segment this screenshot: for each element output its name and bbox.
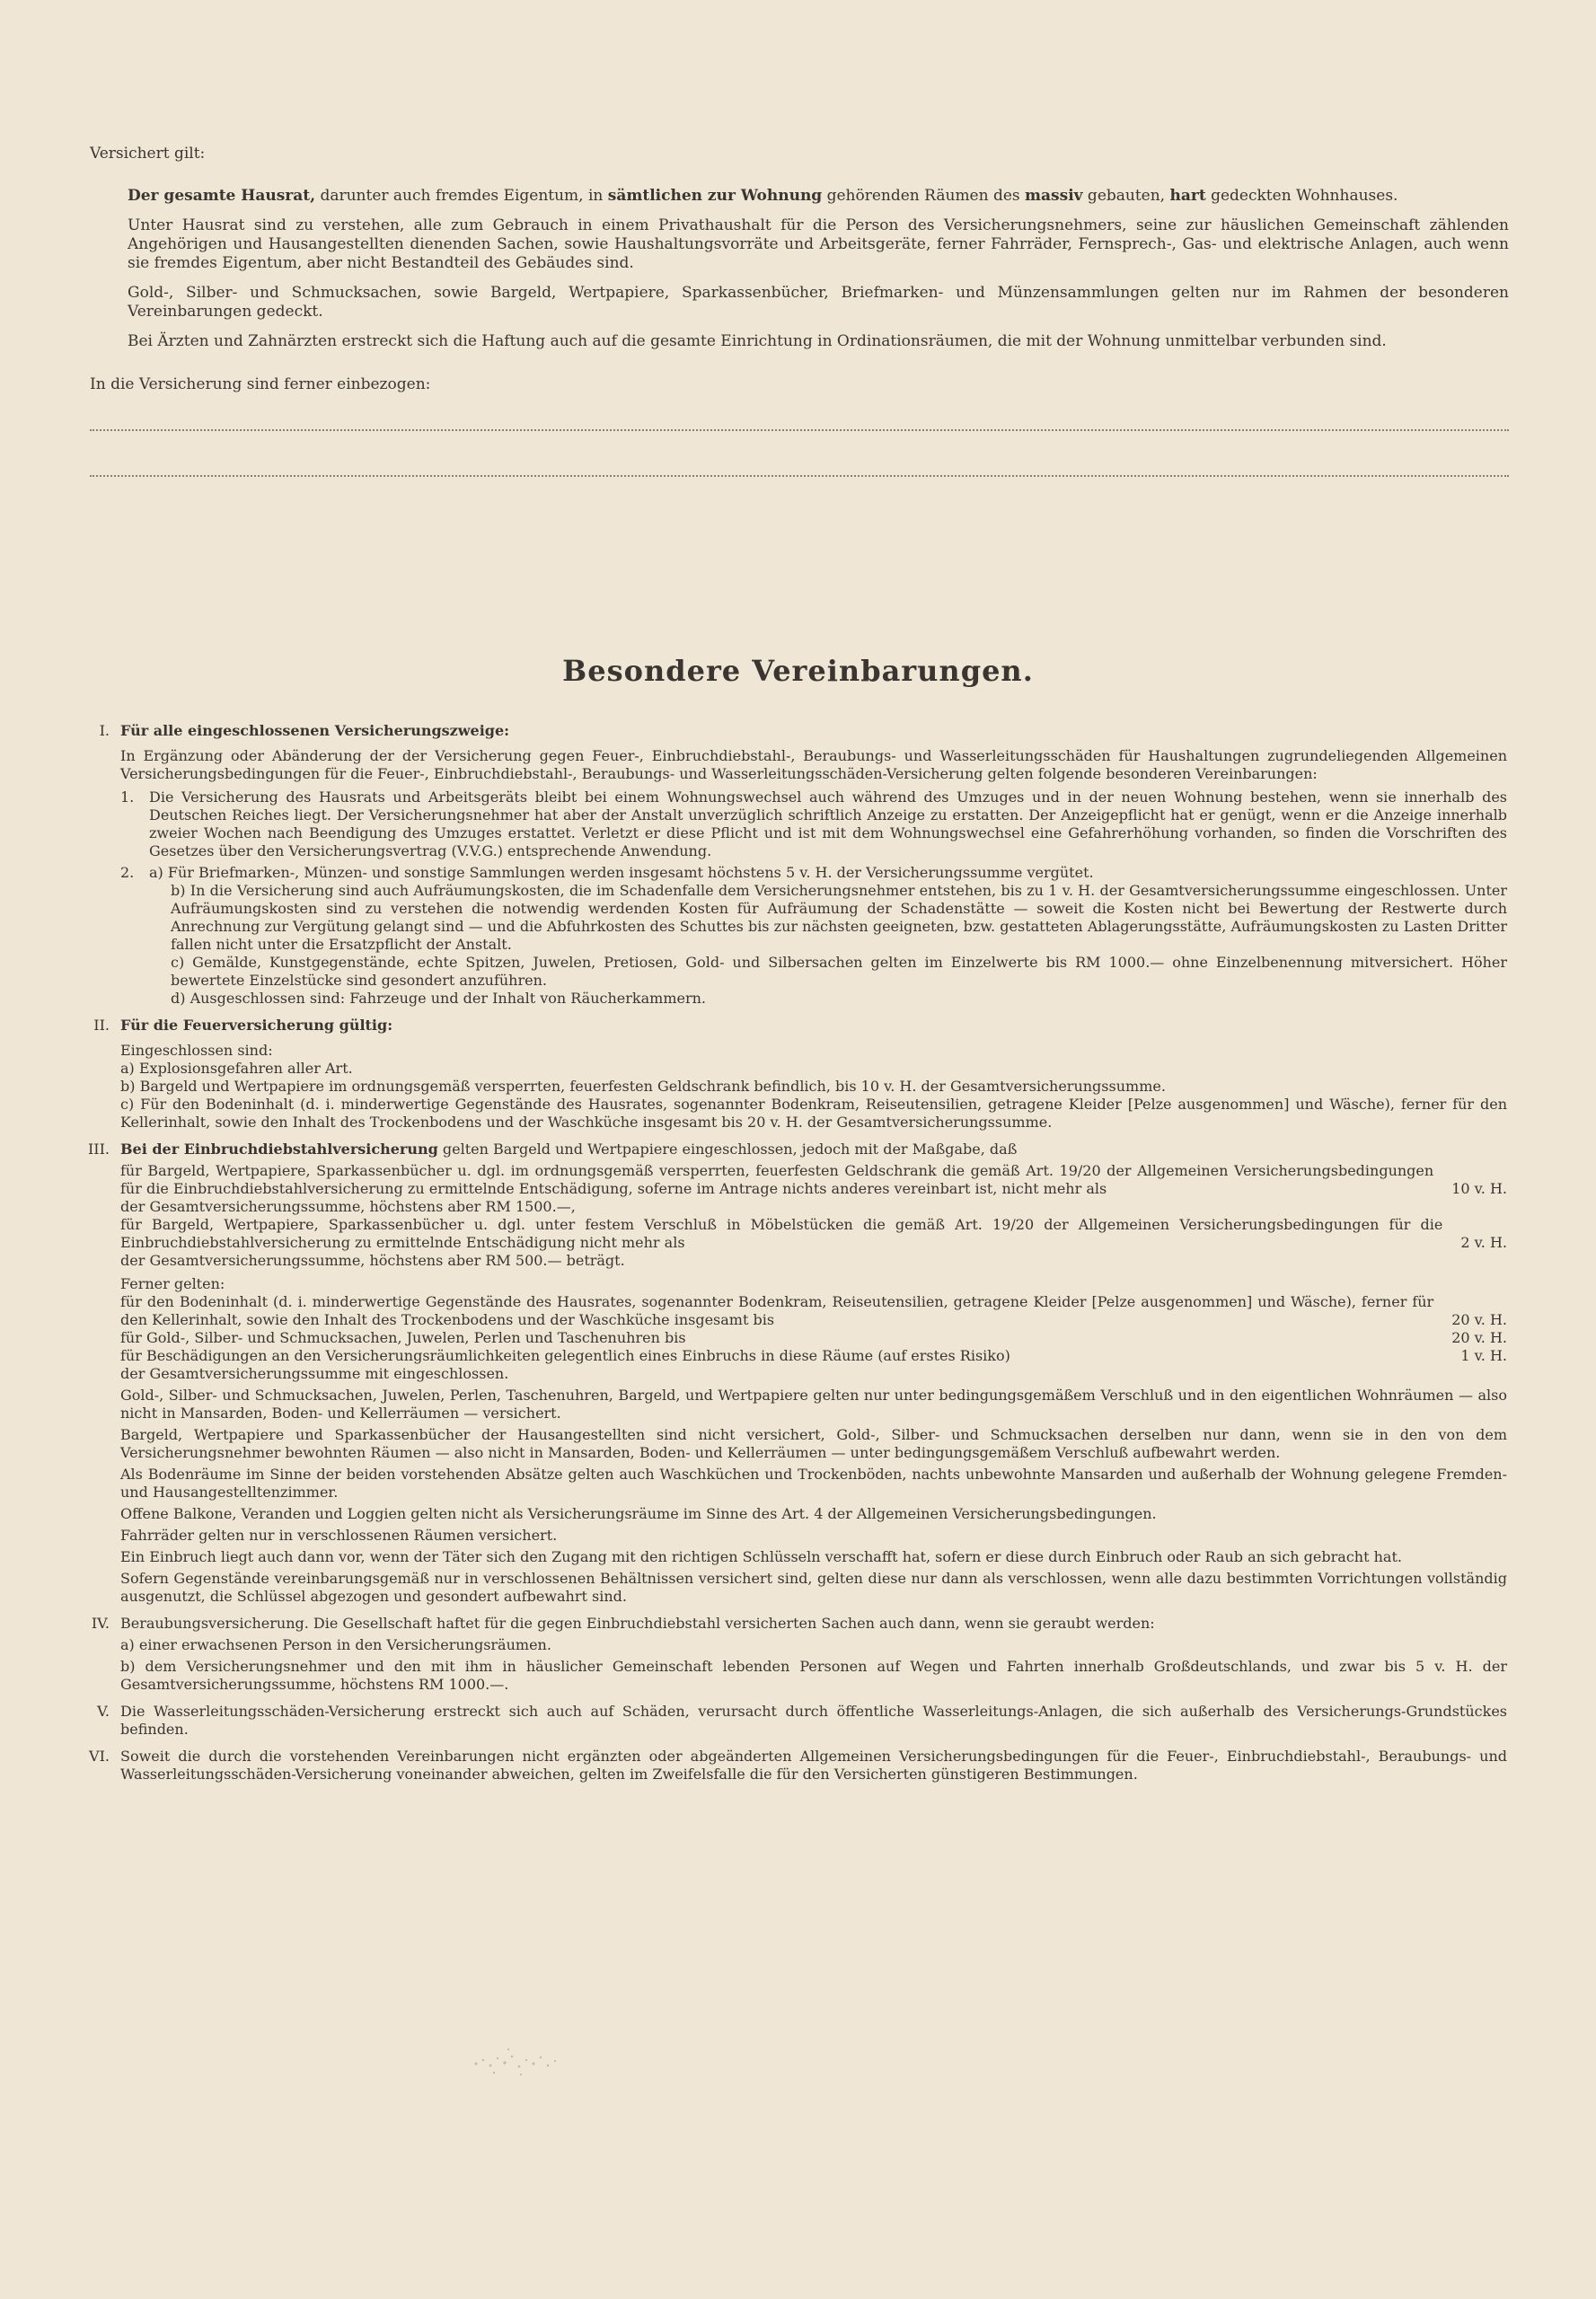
- included-label: In die Versicherung sind ferner einbezogen:: [90, 375, 431, 393]
- item-text: b) dem Versicherungsnehmer und den mit ihm in häuslicher Gemeinschaft lebenden Personen auf Wegen und Fahrten innerhalb Großdeutschlands, und zwar bis 5 v. H. der Gesamtversicherungssumme, höchstens RM 1000.—.: [120, 1658, 1507, 1693]
- item-text: a) Explosionsgefahren aller Art.: [120, 1060, 353, 1077]
- note-paragraph: Sofern Gegenstände vereinbarungsgemäß nur in verschlossenen Behältnissen versichert sind, gelten diese nur dann als verschlossen, wenn alle dazu bestimmten Vorrichtungen vollständig ausgenutzt, die Schlüssel abgezogen und gesondert aufbewahrt sind.: [120, 1570, 1507, 1605]
- section-title: Für alle eingeschlossenen Versicherungszweige:: [120, 722, 510, 739]
- valuables-paragraph: Gold-, Silber- und Schmucksachen, sowie Bargeld, Wertpapiere, Sparkassenbücher, Briefmarken- und Münzensammlungen gelten nur im Rahmen der besonderen Vereinbarungen gedeckt.: [128, 284, 1509, 321]
- section-number: VI.: [89, 1748, 110, 1765]
- item-text: a) Für Briefmarken-, Münzen- und sonstige Sammlungen werden insgesamt höchstens 5 v. H. der Versicherungssumme vergütet.: [149, 864, 1094, 881]
- bold-phrase: massiv: [1025, 187, 1083, 205]
- limit-value: 20 v. H.: [1451, 1311, 1507, 1328]
- section-3: [74, 1141, 1507, 1606]
- text-run: darunter auch fremdes Eigentum, in: [315, 187, 608, 205]
- note-paragraph: Als Bodenräume im Sinne der beiden vorstehenden Absätze gelten auch Waschküchen und Trockenböden, nachts unbewohnte Mansarden und außerhalb der Wohnung gelegene Fremden- und Hausangestelltenzimmer.: [120, 1466, 1507, 1501]
- limit-text: für Beschädigungen an den Versicherungsräumlichkeiten gelegentlich eines Einbruchs in diese Räume (auf erstes Risiko): [120, 1347, 1010, 1364]
- limit-note: der Gesamtversicherungssumme, höchstens aber RM 1500.—,: [120, 1198, 576, 1215]
- limit-value: 20 v. H.: [1451, 1329, 1507, 1346]
- limit-text: für den Bodeninhalt (d. i. minderwertige Gegenstände des Hausrates, sogenannter Bodenkram, Reiseutensilien, getragene Kleider [Pelze ausgenommen] und Wäsche), ferner für den Kellerinhalt, sowie den Inhalt des Trockenbodens und der Waschküche insgesamt bis: [120, 1293, 1434, 1328]
- limit-text: für Bargeld, Wertpapiere, Sparkassenbücher u. dgl. im ordnungsgemäß versperrten, feuerfesten Geldschrank die gemäß Art. 19/20 der Allgemeinen Versicherungsbedingungen für die Einbruchdiebstahlversicherung zu ermittelnde Entschädigung, soferne im Antrage nichts anderes vereinbart ist, nicht mehr als: [120, 1162, 1434, 1197]
- section-title: Bei der Einbruchdiebstahlversicherung: [120, 1141, 438, 1158]
- item-text: d) Ausgeschlossen sind: Fahrzeuge und der Inhalt von Räucherkammern.: [171, 990, 706, 1007]
- section-title-line: [120, 1141, 1507, 1158]
- limit-value: 2 v. H.: [1460, 1234, 1507, 1251]
- item-label: 2.: [120, 864, 135, 881]
- item-text: c) Gemälde, Kunstgegenstände, echte Spitzen, Juwelen, Pretiosen, Gold- und Silbersachen gelten im Einzelwerte bis RM 1000.— ohne Einzelbenennung mitversichert. Höher bewertete Einzelstücke sind gesondert anzuführen.: [171, 954, 1507, 989]
- section-text: Die Wasserleitungsschäden-Versicherung erstreckt sich auch auf Schäden, verursacht durch öffentliche Wasserleitungs-Anlagen, die sich außerhalb des Versicherungs-Grundstückes befinden.: [120, 1703, 1507, 1738]
- section-lead: Eingeschlossen sind:: [120, 1042, 273, 1059]
- section-intro: In Ergänzung oder Abänderung der der Versicherung gegen Feuer-, Einbruchdiebstahl-, Beraubungs- und Wasserleitungsschäden für Haushaltungen zugrundeliegenden Allgemeinen Versicherungsbedingungen für die Feuer-, Einbruchdiebstahl-, Beraubungs- und Wasserleitungsschäden-Versicherung gelten folgende besonderen Vereinbarungen:: [120, 747, 1507, 782]
- text-run: gedeckten Wohnhauses.: [1205, 187, 1398, 205]
- section-number: III.: [87, 1141, 110, 1158]
- list-item: [120, 788, 1507, 860]
- item-text: a) einer erwachsenen Person in den Versicherungsräumen.: [120, 1636, 551, 1653]
- limit-row: [120, 1216, 1507, 1252]
- section-number: V.: [97, 1703, 110, 1720]
- section-5: [74, 1703, 1507, 1739]
- item-text: Die Versicherung des Hausrats und Arbeitsgeräts bleibt bei einem Wohnungswechsel auch während des Umzuges und in der neuen Wohnung bestehen, wenn sie innerhalb des Deutschen Reiches liegt. Der Versicherungsnehmer hat aber der Anstalt unverzüglich schriftlich Anzeige zu erstatten. Der Anzeigepflicht hat er genügt, wenn er die Anzeige innerhalb zweier Wochen nach Beendigung des Umzuges erstattet. Verletzt er diese Pflicht und ist mit dem Wohnungswechsel eine Gefahrerhöhung vorhanden, so finden die Vorschriften des Gesetzes über den Versicherungsvertrag (V.V.G.) entsprechende Anwendung.: [149, 788, 1507, 859]
- bold-phrase: hart: [1169, 187, 1206, 205]
- limit-value: 1 v. H.: [1460, 1347, 1507, 1364]
- section-6: [74, 1748, 1507, 1784]
- section-lead: Ferner gelten:: [120, 1275, 225, 1292]
- text-run: gehörenden Räumen des: [822, 187, 1026, 205]
- text-run: gebauten,: [1082, 187, 1170, 205]
- stamp-mark-icon: [467, 2039, 566, 2083]
- text-run: gelten Bargeld und Wertpapiere eingeschlossen, jedoch mit der Maßgabe, daß: [437, 1141, 1018, 1158]
- household-paragraph: [128, 187, 1509, 206]
- limit-text: für Bargeld, Wertpapiere, Sparkassenbücher u. dgl. unter festem Verschluß in Möbelstücken die gemäß Art. 19/20 der Allgemeinen Versicherungsbedingungen für die Einbruchdiebstahlversicherung zu ermittelnde Entschädigung nicht mehr als: [120, 1216, 1443, 1251]
- item-text: c) Für den Bodeninhalt (d. i. minderwertige Gegenstände des Hausrates, sogenannter Bodenkram, Reiseutensilien, getragene Kleider [Pelze ausgenommen] und Wäsche), ferner für den Kellerinhalt, sowie den Inhalt des Trockenbodens und der Waschküche insgesamt bis 20 v. H. der Gesamtversicherungssumme.: [120, 1096, 1507, 1131]
- doctors-paragraph: Bei Ärzten und Zahnärzten erstreckt sich die Haftung auch auf die gesamte Einrichtung in Ordinationsräumen, die mit der Wohnung unmittelbar verbunden sind.: [128, 332, 1387, 350]
- section-1: [74, 722, 1507, 1008]
- household-definition: Unter Hausrat sind zu verstehen, alle zum Gebrauch in einem Privathaushalt für die Person des Versicherungsnehmers, seine zur häuslichen Gemeinschaft zählenden Angehörigen und Hausangestellten dienenden Sachen, sowie Haushaltungsvorräte und Arbeitsgeräte, ferner Fahrräder, Fernsprech-, Gas- und elektrische Anlagen, auch wenn sie fremdes Eigentum, aber nicht Bestandteil des Gebäudes sind.: [128, 216, 1509, 272]
- section-number: IV.: [91, 1615, 110, 1632]
- limit-row: [120, 1293, 1507, 1329]
- note-paragraph: Gold-, Silber- und Schmucksachen, Juwelen, Perlen, Taschenuhren, Bargeld, und Wertpapiere gelten nur unter bedingungsgemäßem Verschluß und in den eigentlichen Wohnräumen — also nicht in Mansarden, Boden- und Kellerräumen — versichert.: [120, 1387, 1507, 1422]
- section-text: Soweit die durch die vorstehenden Vereinbarungen nicht ergänzten oder abgeänderten Allgemeinen Versicherungsbedingungen für die Feuer-, Einbruchdiebstahl-, Beraubungs- und Wasserleitungsschäden-Versicherung voneinander abweichen, gelten im Zweifelsfalle die für den Versicherten günstigeren Bestimmungen.: [120, 1748, 1507, 1783]
- limit-row: [120, 1162, 1507, 1198]
- limit-note: der Gesamtversicherungssumme mit eingeschlossen.: [120, 1365, 509, 1382]
- list-item: [120, 864, 1507, 1008]
- insured-label: Versichert gilt:: [90, 145, 206, 163]
- note-paragraph: Offene Balkone, Veranden und Loggien gelten nicht als Versicherungsräume im Sinne des Art. 4 der Allgemeinen Versicherungsbedingungen.: [120, 1505, 1157, 1522]
- limit-note: der Gesamtversicherungssumme, höchstens aber RM 500.— beträgt.: [120, 1252, 625, 1269]
- bold-phrase: Der gesamte Hausrat,: [128, 187, 316, 205]
- insured-scope-section: [90, 144, 1509, 477]
- section-lead: Beraubungsversicherung. Die Gesellschaft haftet für die gegen Einbruchdiebstahl versicherten Sachen auch dann, wenn sie geraubt werden:: [120, 1615, 1155, 1632]
- item-text: b) Bargeld und Wertpapiere im ordnungsgemäß versperrten, feuerfesten Geldschrank befindlich, bis 10 v. H. der Gesamtversicherungssumme.: [120, 1078, 1166, 1095]
- section-number: II.: [93, 1017, 110, 1034]
- section-2: [74, 1017, 1507, 1132]
- note-paragraph: Bargeld, Wertpapiere und Sparkassenbücher der Hausangestellten sind nicht versichert, Gold-, Silber- und Schmucksachen derselben nur dann, wenn sie in den von dem Versicherungsnehmer bewohnten Räumen — also nicht in Mansarden, Boden- und Kellerräumen — unter bedingungsgemäßem Verschluß aufbewahrt werden.: [120, 1426, 1507, 1461]
- note-paragraph: Fahrräder gelten nur in verschlossenen Räumen versichert.: [120, 1527, 558, 1544]
- section-number: I.: [99, 722, 110, 739]
- item-label: 1.: [120, 788, 135, 806]
- limit-text: für Gold-, Silber- und Schmucksachen, Juwelen, Perlen und Taschenuhren bis: [120, 1329, 686, 1346]
- limit-row: [120, 1347, 1507, 1365]
- section-4: [74, 1615, 1507, 1694]
- page-title: Besondere Vereinbarungen.: [562, 654, 1034, 688]
- limit-value: 10 v. H.: [1451, 1180, 1507, 1197]
- dotted-line: [90, 428, 1509, 431]
- agreements-body: [74, 718, 1507, 1784]
- bold-phrase: sämtlichen zur Wohnung: [607, 187, 823, 205]
- section-title: Für die Feuerversicherung gültig:: [120, 1017, 393, 1034]
- limit-row: [120, 1329, 1507, 1347]
- item-text: b) In die Versicherung sind auch Aufräumungskosten, die im Schadenfalle dem Versicherungsnehmer entstehen, bis zu 1 v. H. der Gesamtversicherungssumme eingeschlossen. Unter Aufräumungskosten sind zu verstehen die notwendig werdenden Kosten für Aufräumung der Schadenstätte — soweit die Kosten nicht bei Bewertung der Restwerte durch Anrechnung zur Vergütung gelangt sind — und die Abfuhrkosten des Schuttes bis zur nächsten geeigneten, bzw. gestatteten Ablagerungsstätte, Aufräumungskosten zu Lasten Dritter fallen nicht unter die Ersatzpflicht der Anstalt.: [171, 882, 1507, 953]
- dotted-line: [90, 474, 1509, 477]
- note-paragraph: Ein Einbruch liegt auch dann vor, wenn der Täter sich den Zugang mit den richtigen Schlüsseln verschafft hat, sofern er diese durch Einbruch oder Raub an sich gebracht hat.: [120, 1548, 1402, 1565]
